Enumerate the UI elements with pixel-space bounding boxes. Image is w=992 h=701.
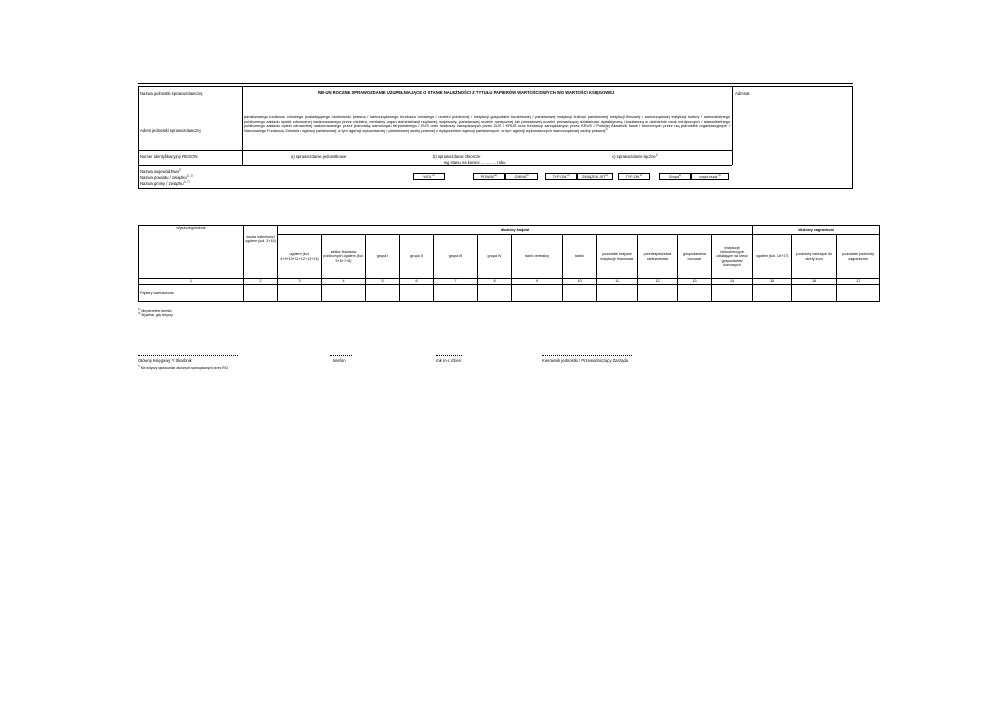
nazwa-jednostki-label: Nazwa jednostki sprawozdawczej xyxy=(140,91,203,96)
value-cell[interactable] xyxy=(638,285,678,302)
sprawozdanie-laczne-text: c) sprawozdanie łączne xyxy=(612,154,656,159)
rule-regon-top xyxy=(138,150,732,151)
col-7-header: grupa III xyxy=(434,235,478,279)
value-cell[interactable] xyxy=(400,285,434,302)
value-cell[interactable] xyxy=(366,285,400,302)
value-cell[interactable] xyxy=(322,285,366,302)
top-rule xyxy=(138,83,853,84)
code-grupa[interactable]: Grupa$^{2)}$ xyxy=(659,173,691,180)
rule-adresat-col xyxy=(732,86,733,165)
code-czesc-budz-label: część budż. xyxy=(699,175,719,179)
col-number: 4 xyxy=(322,279,366,285)
powiat-label: Nazwa powiatu / związku$^{1), 2)}$ xyxy=(140,174,193,180)
signature-telefon: telefon xyxy=(333,358,346,363)
stan-na-koniec: wg stanu na koniec ............. roku xyxy=(444,160,506,165)
table-row xyxy=(139,285,880,302)
col-8-header: grupa IV xyxy=(478,235,512,279)
col-2-header: kwota należności ogółem (kol. 3+15) xyxy=(244,235,278,279)
wojewodztwo-label: Nazwa województwa$^{2)}$ xyxy=(140,168,182,174)
main-table xyxy=(138,225,880,302)
col-number: 8 xyxy=(478,279,512,285)
sprawozdanie-zbiorcze xyxy=(433,154,480,159)
rule-label-col xyxy=(242,86,243,165)
col-10-header: banki xyxy=(563,235,597,279)
gmina-label: Nazwa gminy / związku$^{1), 2)}$ xyxy=(140,180,190,186)
col-number: 17 xyxy=(837,279,880,285)
code-grupa-label: Grupa xyxy=(668,175,679,179)
col-number: 15 xyxy=(753,279,792,285)
signature-data: rok m-c dzień xyxy=(436,358,462,363)
value-cell[interactable] xyxy=(278,285,322,302)
footnote-1-text: Niepotrzebne skreślić. xyxy=(141,309,173,313)
signature-line-ksiegowy xyxy=(138,355,238,356)
code-gmina[interactable]: GMINA$^{2)}$ xyxy=(505,173,538,180)
value-cell[interactable] xyxy=(434,285,478,302)
footnote-2: $^{2)}$ Wypełnić, gdy dotyczy. xyxy=(138,311,174,317)
gmina-text: Nazwa gminy / związku xyxy=(140,181,184,186)
code-czesc-budz[interactable]: część budż.$^{2)}$ xyxy=(691,173,729,180)
code-woj[interactable]: WOJ.$^{2)}$ xyxy=(413,173,445,180)
col-number: 11 xyxy=(597,279,638,285)
form-description: państwowego funduszu celowego posiadającego osobowość prawną / samorządowego funduszu celowego / uczelni publicznej / instytucji gospodarki budżetowej / państwowej instytucji kultury/ państwowej instytucji filmowej / samorządowej instytucji kultury / samodzielnego publicznego zakładu opieki zdrowotnej nadzorowanego przez ministra, centralny organ administracji rządowej, wojewodę, państwowej uczelni medycznej lub państwowej uczelni prowadzącej działalność dydaktyczną i badawczą w dziedzinie nauk medycznych / samodzielnego publicznego zakładu opieki zdrowotnej nadzorowanego przez jednostkę samorządu terytorialnego / ZUS oraz funduszy zarządzanych przez ZUS / KRUS oraz funduszy zarządzanych przez KRUS / Polskiej Akademii Nauk i tworzonych przez nią jednostek organizacyjnych / Narodowego Funduszu Zdrowia / agencji państwowej, a tym agencji wykonawczej / państwowej osoby prawnej z wyłączeniem agencji państwowych, w tym agencji wykonawczych /samorządowej osoby prawnej$^{1)}$ xyxy=(244,114,730,133)
col-number: 6 xyxy=(400,279,434,285)
col-number: 13 xyxy=(678,279,712,285)
code-powiat-label: POWIAT xyxy=(480,175,495,179)
footnote-2-text: Wypełnić, gdy dotyczy. xyxy=(141,313,174,317)
col-11-header: pozostałe krajowe instytucje finansowe xyxy=(597,235,638,279)
signature-kierownik: Kierownik jednostki / Przewodniczący Zarządu xyxy=(542,358,629,363)
code-typ-zw-label: TYP ZW. xyxy=(625,175,640,179)
adresat-label: Adresat xyxy=(735,91,750,96)
col-number: 14 xyxy=(712,279,753,285)
col-9-header: bank centralny xyxy=(512,235,563,279)
value-cell[interactable] xyxy=(244,285,278,302)
col-number: 5 xyxy=(366,279,400,285)
code-zwiazek-jst[interactable]: ZWIĄZEK JST$^{2)}$ xyxy=(577,173,613,180)
code-typ-gm-label: TYP GM. xyxy=(552,175,568,179)
col-13-header: gospodarstwa domowe xyxy=(678,235,712,279)
value-cell[interactable] xyxy=(837,285,880,302)
col-15-header: ogółem (kol. 16+17) xyxy=(753,235,792,279)
code-gmina-label: GMINA xyxy=(514,175,527,179)
value-cell[interactable] xyxy=(712,285,753,302)
col-5-header: grupa I xyxy=(366,235,400,279)
col-12-header: przedsiębiorstwa niefinansowe xyxy=(638,235,678,279)
regon-label: Numer identyfikacyjny REGON xyxy=(140,154,198,159)
value-cell[interactable] xyxy=(478,285,512,302)
footnote-3-text: Nie dotyczy sprawozdań złożonych sporządzanych przez RIO. xyxy=(140,366,229,370)
col-number: 12 xyxy=(638,279,678,285)
signature-glowny-ksiegowy: Główny księgowy */ Skarbnik xyxy=(138,358,192,363)
col-number: 1 xyxy=(139,279,244,285)
sprawozdanie-jednostkowe: a) sprawozdanie jednostkowe xyxy=(291,154,347,159)
footnote-3: *) Nie dotyczy sprawozdań złożonych sporządzanych przez RIO. xyxy=(138,364,229,370)
signature-line-kierownik xyxy=(542,355,632,356)
wojewodztwo-text: Nazwa województwa xyxy=(140,169,179,174)
row-label-papiery: Papiery wartościowe xyxy=(139,285,244,302)
header-dluznicy-zagraniczni: dłużnicy zagraniczni xyxy=(753,226,880,235)
col-14-header: instytucje niekomercyjne działające na rzecz gospodarstw domowych xyxy=(712,235,753,279)
col-3-header: ogółem (kol. 4+9+10+11+12+13+14) xyxy=(278,235,322,279)
footnote-1: $^{1)}$ Niepotrzebne skreślić. xyxy=(138,307,173,313)
value-cell[interactable] xyxy=(563,285,597,302)
col-number: 10 xyxy=(563,279,597,285)
signature-line-telefon xyxy=(330,355,352,356)
form-title: RB-UN ROCZNE SPRAWOZDANIE UZUPEŁNIAJĄCE O STANIE NALEŻNOŚCI Z TYTUŁU PAPIERÓW WARTOŚCIOWYCH WG WARTOŚCI KSIĘGOWEJ xyxy=(318,90,615,95)
col-16-header: podmioty należące do strefy euro xyxy=(792,235,837,279)
signature-line-data xyxy=(436,355,462,356)
header-wyszczegolnienie: Wyszczególnienie xyxy=(139,226,244,235)
value-cell[interactable] xyxy=(753,285,792,302)
col-4-header: sektor finansów publicznych ogółem (kol. 5+6+7+8) xyxy=(322,235,366,279)
code-powiat[interactable]: POWIAT$^{2)}$ xyxy=(473,173,505,180)
code-typ-zw[interactable]: TYP ZW.$^{2)}$ xyxy=(618,173,650,180)
col-number: 2 xyxy=(244,279,278,285)
description-text: państwowego funduszu celowego posiadającego osobowość prawną / samorządowego funduszu celowego / uczelni publicznej / instytucji gospodarki budżetowej / państwowej instytucji kultury/ państwowej instytucji filmowej / samorządowej instytucji kultury / samodzielnego publicznego zakładu opieki zdrowotnej nadzorowanego przez ministra, centralny organ administracji rządowej, wojewodę, państwowej uczelni medycznej lub państwowej uczelni prowadzącej działalność dydaktyczną i badawczą w dziedzinie nauk medycznych / samodzielnego publicznego zakładu opieki zdrowotnej nadzorowanego przez jednostkę samorządu terytorialnego / ZUS oraz funduszy zarządzanych przez ZUS / KRUS oraz funduszy zarządzanych przez KRUS / Polskiej Akademii Nauk i tworzonych przez nią jednostek organizacyjnych / Narodowego Funduszu Zdrowia / agencji państwowej, a tym agencji wykonawczej / państwowej osoby prawnej z wyłączeniem agencji państwowych, w tym agencji wykonawczych /samorządowej osoby prawnej xyxy=(244,114,730,133)
powiat-text: Nazwa powiatu / związku xyxy=(140,175,187,180)
col-number: 3 xyxy=(278,279,322,285)
rule-regon-bottom xyxy=(138,165,732,166)
value-cell[interactable] xyxy=(512,285,563,302)
col-number: 7 xyxy=(434,279,478,285)
value-cell[interactable] xyxy=(678,285,712,302)
code-woj-label: WOJ. xyxy=(423,175,433,179)
adres-jednostki-label: Adres jednostki sprawozdawczej xyxy=(140,128,201,133)
col-number: 16 xyxy=(792,279,837,285)
code-zwiazek-jst-label: ZWIĄZEK JST xyxy=(582,175,606,179)
header-dluznicy-krajowi: dłużnicy krajowi xyxy=(278,226,753,235)
col-17-header: pozostałe podmioty zagraniczne xyxy=(837,235,880,279)
sprawozdanie-zbiorcze-text: b) sprawozdanie zbiorcze xyxy=(433,154,481,159)
value-cell[interactable] xyxy=(792,285,837,302)
code-typ-gm[interactable]: TYP GM.$^{2)}$ xyxy=(545,173,577,180)
col-number: 9 xyxy=(512,279,563,285)
sprawozdanie-laczne: c) sprawozdanie łączne$^{1)}$ xyxy=(612,153,659,159)
col-6-header: grupa II xyxy=(400,235,434,279)
value-cell[interactable] xyxy=(597,285,638,302)
